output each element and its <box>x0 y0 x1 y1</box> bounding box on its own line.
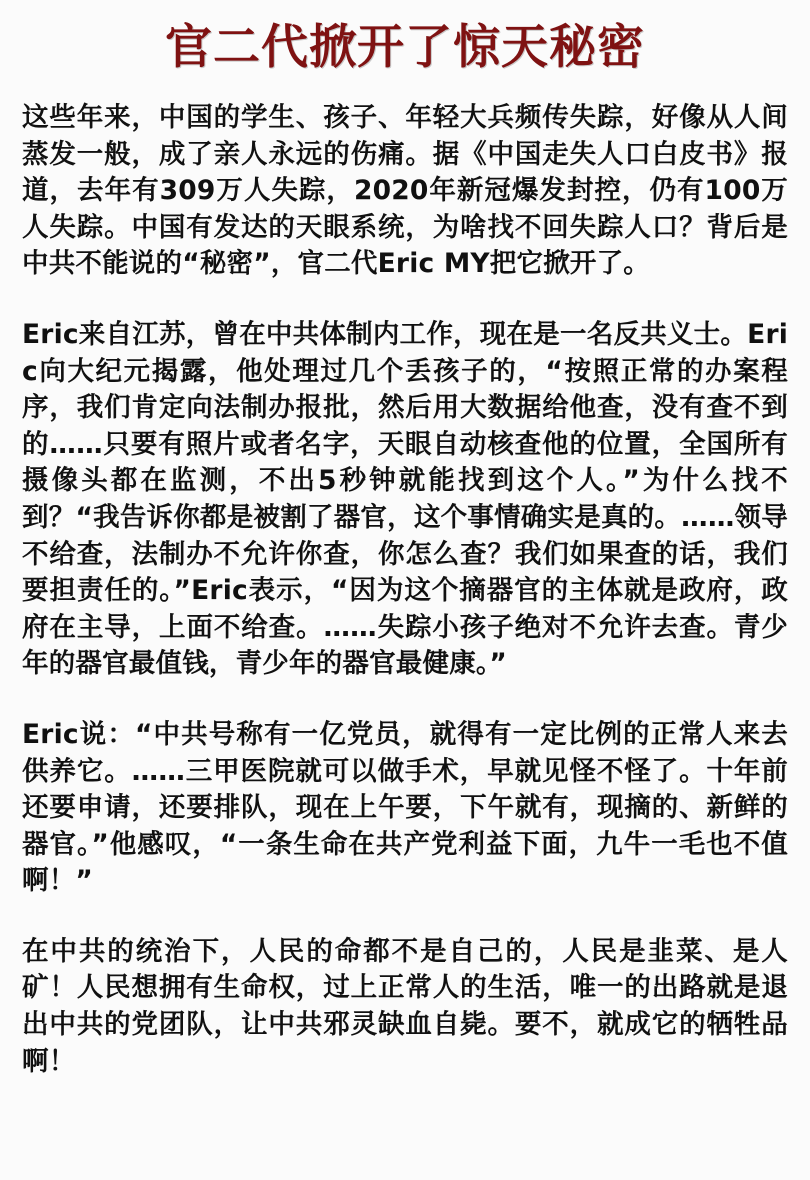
document-body <box>22 100 788 1080</box>
paragraph-1: 这些年来，中国的学生、孩子、年轻大兵频传失踪，好像从人间蒸发一般，成了亲人永远的伤痛。据《中国走失人口白皮书》报道，去年有309万人失踪，2020年新冠爆发封控，仍有100万人失踪。中国有发达的天眼系统，为啥找不回失踪人口？背后是中共不能说的“秘密”，官二代Eric MY把它掀开了。 <box>22 102 788 280</box>
paragraph-2: Eric来自江苏，曾在中共体制内工作，现在是一名反共义士。Eric向大纪元揭露，他处理过几个丢孩子的，“按照正常的办案程序，我们肯定向法制办报批，然后用大数据给他查，没有查不到的……只要有照片或者名字，天眼自动核查他的位置，全国所有摄像头都在监测，不出5秒钟就能找到这个人。”为什么找不到？“我告诉你都是被割了器官，这个事情确实是真的。……领导不给查，法制办不允许你查，你怎么查？我们如果查的话，我们要担责任的。”Eric表示，“因为这个摘器官的主体就是政府，政府在主导，上面不给查。……失踪小孩子绝对不允许去查。青少年的器官最值钱，青少年的器官最健康。” <box>22 318 788 680</box>
document-title: 官二代掀开了惊天秘密 <box>165 20 645 75</box>
paragraph-3: Eric说：“中共号称有一亿党员，就得有一定比例的正常人来去供养它。……三甲医院就可以做手术，早就见怪不怪了。十年前还要申请，还要排队，现在上午要，下午就有，现摘的、新鲜的器官。”他感叹，“一条生命在共产党利益下面，九牛一毛也不值啊！” <box>22 718 788 897</box>
paragraph-4: 在中共的统治下，人民的命都不是自己的，人民是韭菜、是人矿！人民想拥有生命权，过上正常人的生活，唯一的出路就是退出中共的党团队，让中共邪灵缺血自毙。要不，就成它的牺牲品啊！ <box>22 935 788 1077</box>
